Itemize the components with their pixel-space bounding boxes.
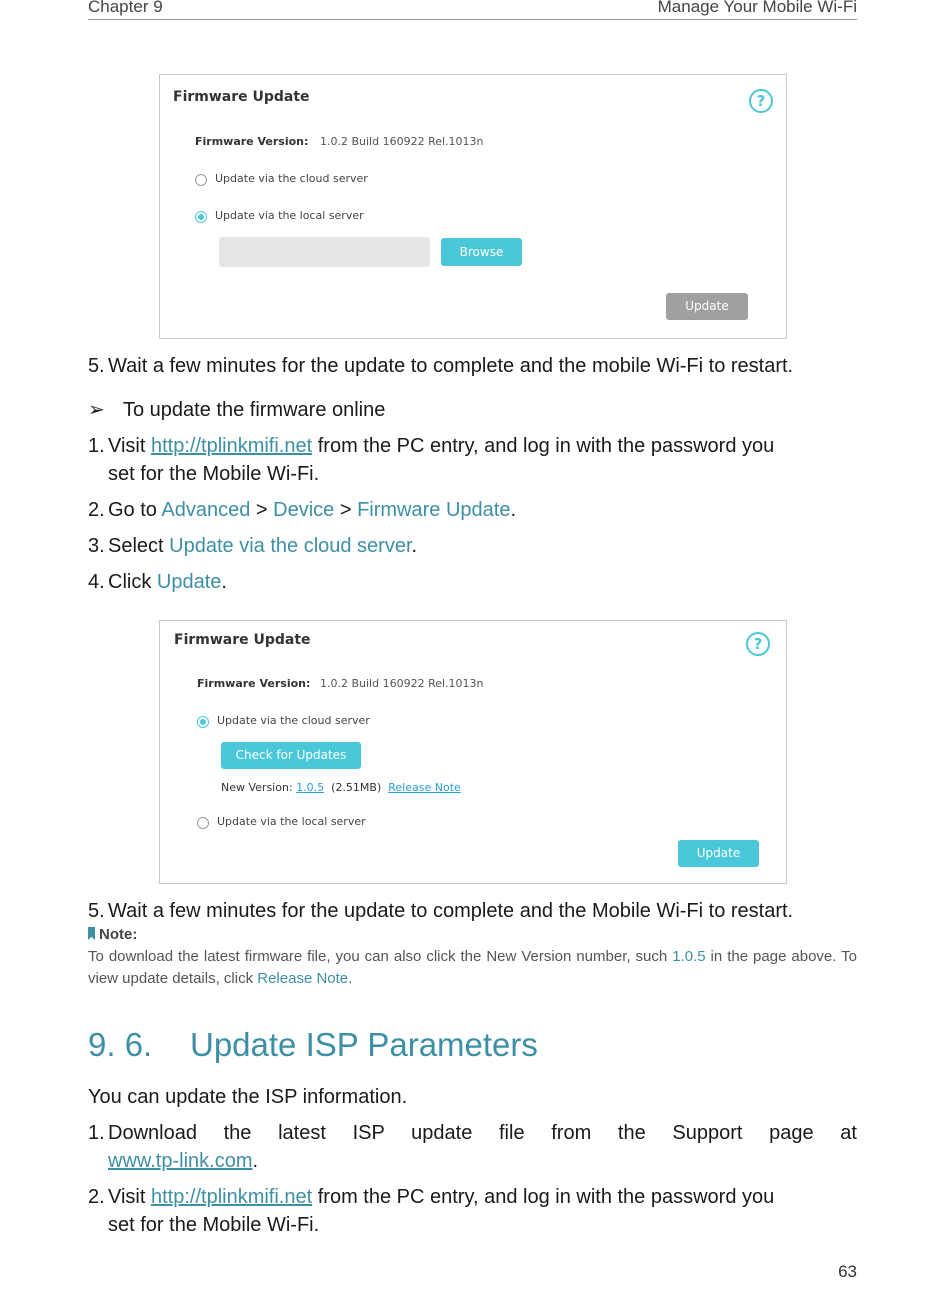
bookmark-icon — [88, 927, 95, 940]
page-header — [88, 0, 857, 20]
cloud-server-radio[interactable] — [197, 716, 209, 728]
panel-title: Firmware Update — [174, 632, 311, 648]
local-server-radio[interactable] — [197, 817, 209, 829]
tplinkmifi-link[interactable]: http://tplinkmifi.net — [150, 435, 313, 457]
help-icon[interactable]: ? — [746, 632, 770, 656]
browse-button[interactable]: Browse — [441, 238, 522, 266]
tplinkmifi-link[interactable]: http://tplinkmifi.net — [150, 1186, 313, 1208]
help-icon[interactable]: ? — [749, 89, 773, 113]
cloud-server-label: Update via the cloud server — [215, 172, 368, 185]
version-link[interactable]: 1.0.5 — [672, 948, 706, 965]
update-button[interactable]: Update — [678, 840, 759, 867]
new-version-line: New Version: 1.0.5 (2.51MB) Release Note — [221, 781, 461, 794]
cloud-server-radio[interactable] — [195, 174, 207, 186]
firmware-version-label: Firmware Version: — [197, 677, 311, 690]
chapter-label: Chapter 9 — [88, 0, 163, 16]
new-version-link[interactable]: 1.0.5 — [296, 781, 325, 794]
page-number: 63 — [838, 1262, 857, 1281]
update-button[interactable]: Update — [666, 293, 748, 320]
file-path-input[interactable] — [219, 237, 430, 267]
firmware-update-cloud-screenshot — [159, 620, 787, 884]
firmware-version-value: 1.0.2 Build 160922 Rel.1013n — [320, 677, 484, 690]
section-label: Manage Your Mobile Wi-Fi — [657, 0, 857, 16]
cloud-server-label: Update via the cloud server — [217, 714, 370, 727]
release-note-link[interactable]: Release Note — [257, 970, 349, 987]
firmware-update-local-screenshot — [159, 74, 787, 339]
isp-intro: You can update the ISP information. — [88, 1086, 408, 1108]
firmware-version-value: 1.0.2 Build 160922 Rel.1013n — [320, 135, 484, 148]
local-server-radio[interactable] — [195, 211, 207, 223]
release-note-link[interactable]: Release Note — [388, 781, 461, 794]
note-heading: Note: — [88, 926, 137, 943]
tp-link-link[interactable]: www.tp-link.com — [108, 1150, 253, 1172]
check-for-updates-button[interactable]: Check for Updates — [221, 742, 361, 769]
local-server-label: Update via the local server — [215, 209, 364, 222]
note-text: To download the latest firmware file, you can also click the New Version number, such 1.0.5 in the page above. To view update details, click Release Note. — [88, 948, 858, 987]
firmware-version-label: Firmware Version: — [195, 135, 309, 148]
local-server-label: Update via the local server — [217, 815, 366, 828]
panel-title: Firmware Update — [173, 89, 310, 105]
arrow-bullet-icon: ➢ — [88, 399, 105, 421]
